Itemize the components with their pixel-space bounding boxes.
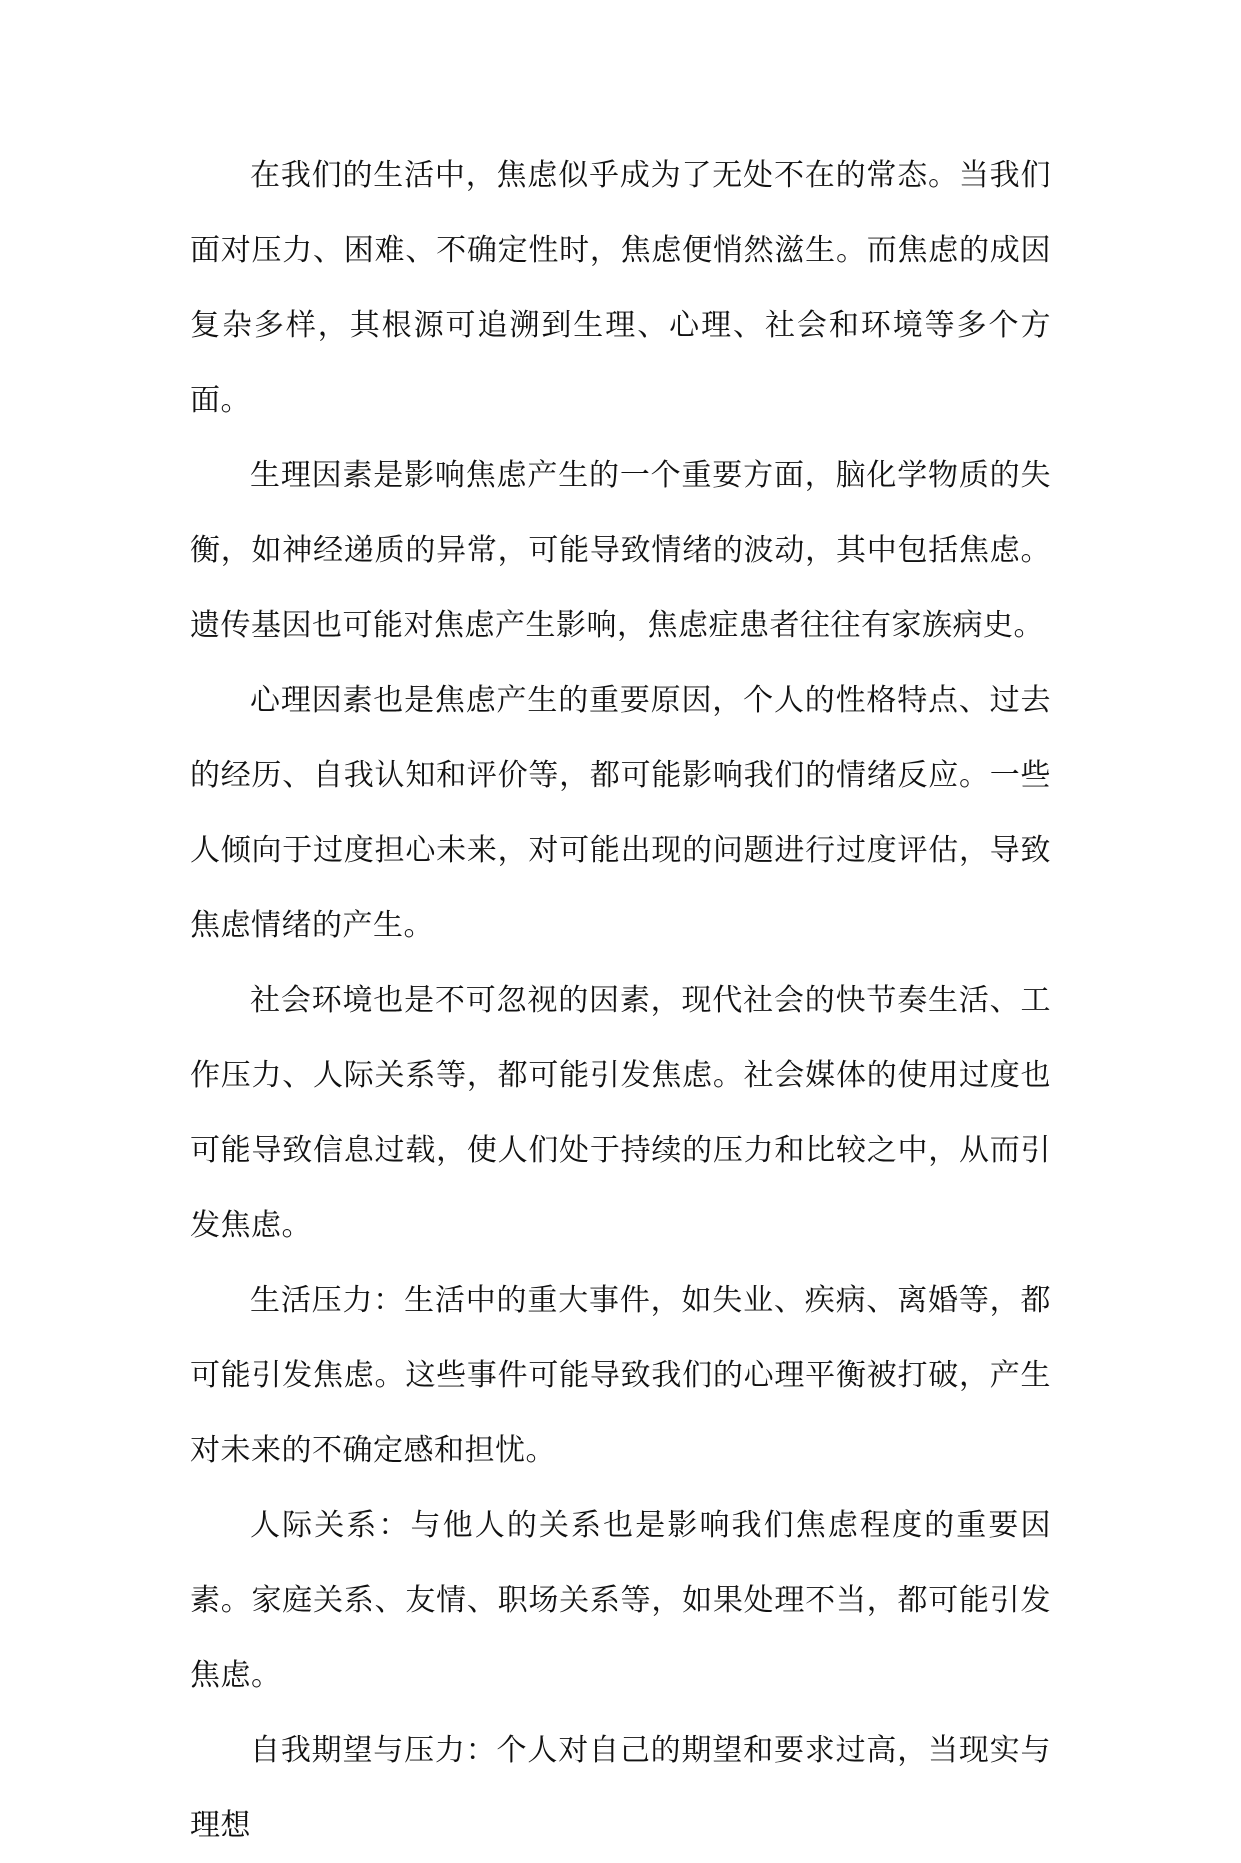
paragraph-social: 社会环境也是不可忽视的因素，现代社会的快节奏生活、工作压力、人际关系等，都可能引发焦虑。社会媒体的使用过度也可能导致信息过载，使人们处于持续的压力和比较之中，从而引发焦虑。 — [190, 983, 1051, 1243]
paragraph-relationships: 人际关系：与他人的关系也是影响我们焦虑程度的重要因素。家庭关系、友情、职场关系等，如果处理不当，都可能引发焦虑。 — [190, 1508, 1051, 1693]
paragraph-self-expectation: 自我期望与压力：个人对自己的期望和要求过高，当现实与理想 — [190, 1733, 1051, 1843]
document-body — [190, 138, 1051, 1863]
paragraph-psychological: 心理因素也是焦虑产生的重要原因，个人的性格特点、过去的经历、自我认知和评价等，都可能影响我们的情绪反应。一些人倾向于过度担心未来，对可能出现的问题进行过度评估，导致焦虑情绪的产生。 — [190, 683, 1051, 943]
paragraph-life-pressure: 生活压力：生活中的重大事件，如失业、疾病、离婚等，都可能引发焦虑。这些事件可能导致我们的心理平衡被打破，产生对未来的不确定感和担忧。 — [190, 1283, 1051, 1468]
paragraph-intro: 在我们的生活中，焦虑似乎成为了无处不在的常态。当我们面对压力、困难、不确定性时，焦虑便悄然滋生。而焦虑的成因复杂多样，其根源可追溯到生理、心理、社会和环境等多个方面。 — [190, 158, 1051, 418]
paragraph-physiological: 生理因素是影响焦虑产生的一个重要方面，脑化学物质的失衡，如神经递质的异常，可能导致情绪的波动，其中包括焦虑。遗传基因也可能对焦虑产生影响，焦虑症患者往往有家族病史。 — [190, 458, 1051, 643]
